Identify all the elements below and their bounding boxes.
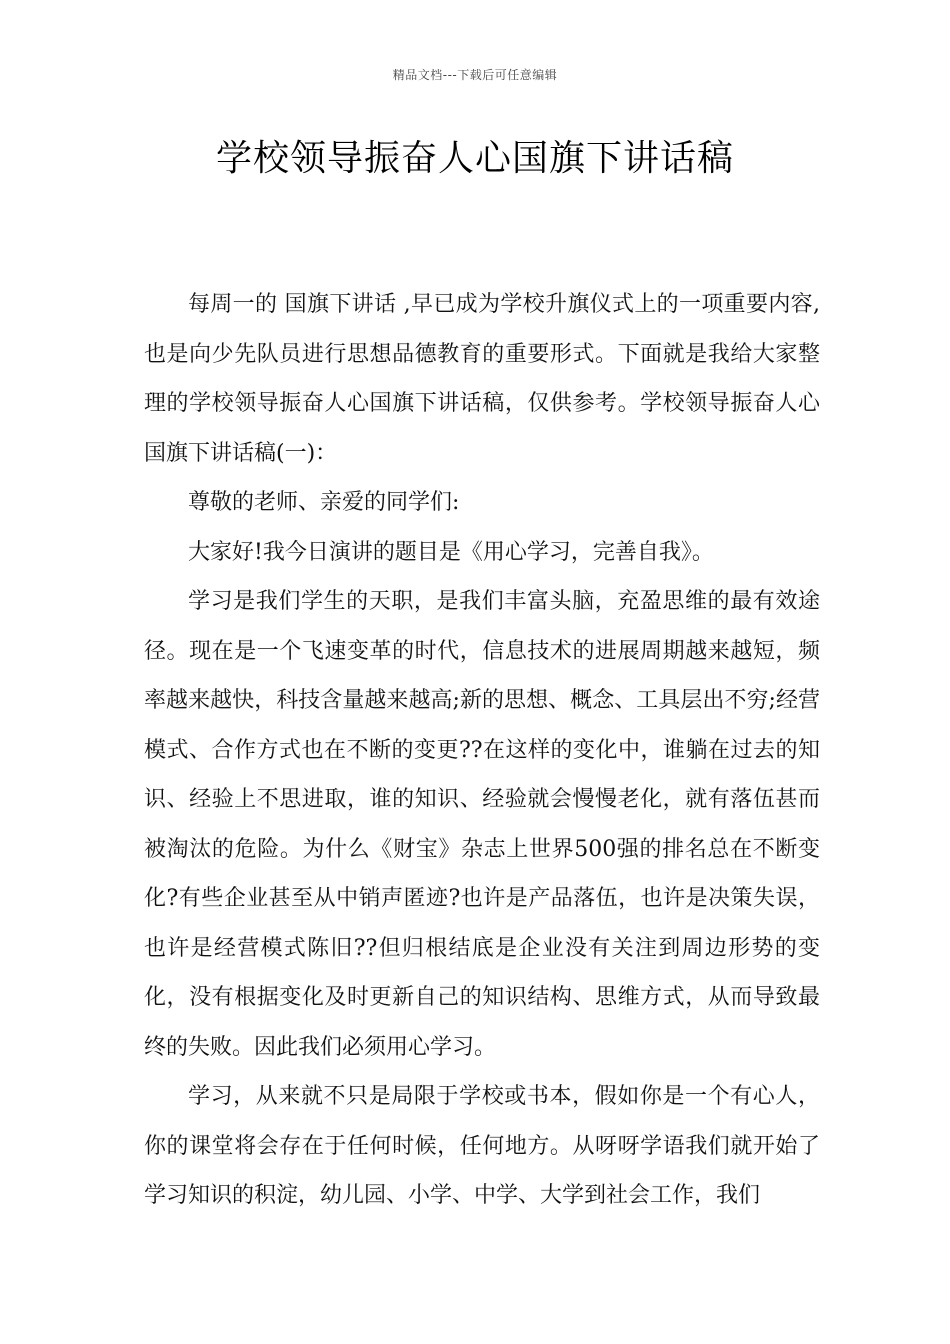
paragraph-greeting: 大家好!我今日演讲的题目是《用心学习，完善自我》。 [188,539,714,565]
document-title: 学校领导振奋人心国旗下讲话稿 [215,138,734,179]
paragraph-learning-duty: 学习是我们学生的天职，是我们丰富头脑，充盈思维的最有效途径。现在是一个飞速变革的时代，信息技术的进展周期越来越短，频率越来越快，科技含量越来越高;新的思想、概念、工具层出不穷;经营模式、合作方式也在不断的变更??在这样的变化中，谁躺在过去的知识、经验上不思进取，谁的知识、经验就会慢慢老化，就有落伍甚而被淘汰的危险。为什么《财宝》杂志上世界500强的排名总在不断变化?有些企业甚至从中销声匿迹?也许是产品落伍，也许是决策失误，也许是经营模式陈旧??但归根结底是企业没有关注到周边形势的变化，没有根据变化及时更新自己的知识结构、思维方式，从而导致最终的失败。因此我们必须用心学习。 [144,589,820,1060]
document-body [144,280,820,1221]
header-note: 精品文档---下载后可任意编辑 [392,68,558,82]
paragraph-intro: 每周一的 国旗下讲话 ,早已成为学校升旗仪式上的一项重要内容,也是向少先队员进行思想品德教育的重要形式。下面就是我给大家整理的学校领导振奋人心国旗下讲话稿，仅供参考。学校领导振奋人心国旗下讲话稿(一)： [144,292,820,466]
paragraph-learning-everywhere: 学习，从来就不只是局限于学校或书本，假如你是一个有心人，你的课堂将会存在于任何时候，任何地方。从呀呀学语我们就开始了学习知识的积淀，幼儿园、小学、中学、大学到社会工作，我们 [144,1084,820,1208]
paragraph-salutation: 尊敬的老师、亲爱的同学们: [188,490,460,515]
